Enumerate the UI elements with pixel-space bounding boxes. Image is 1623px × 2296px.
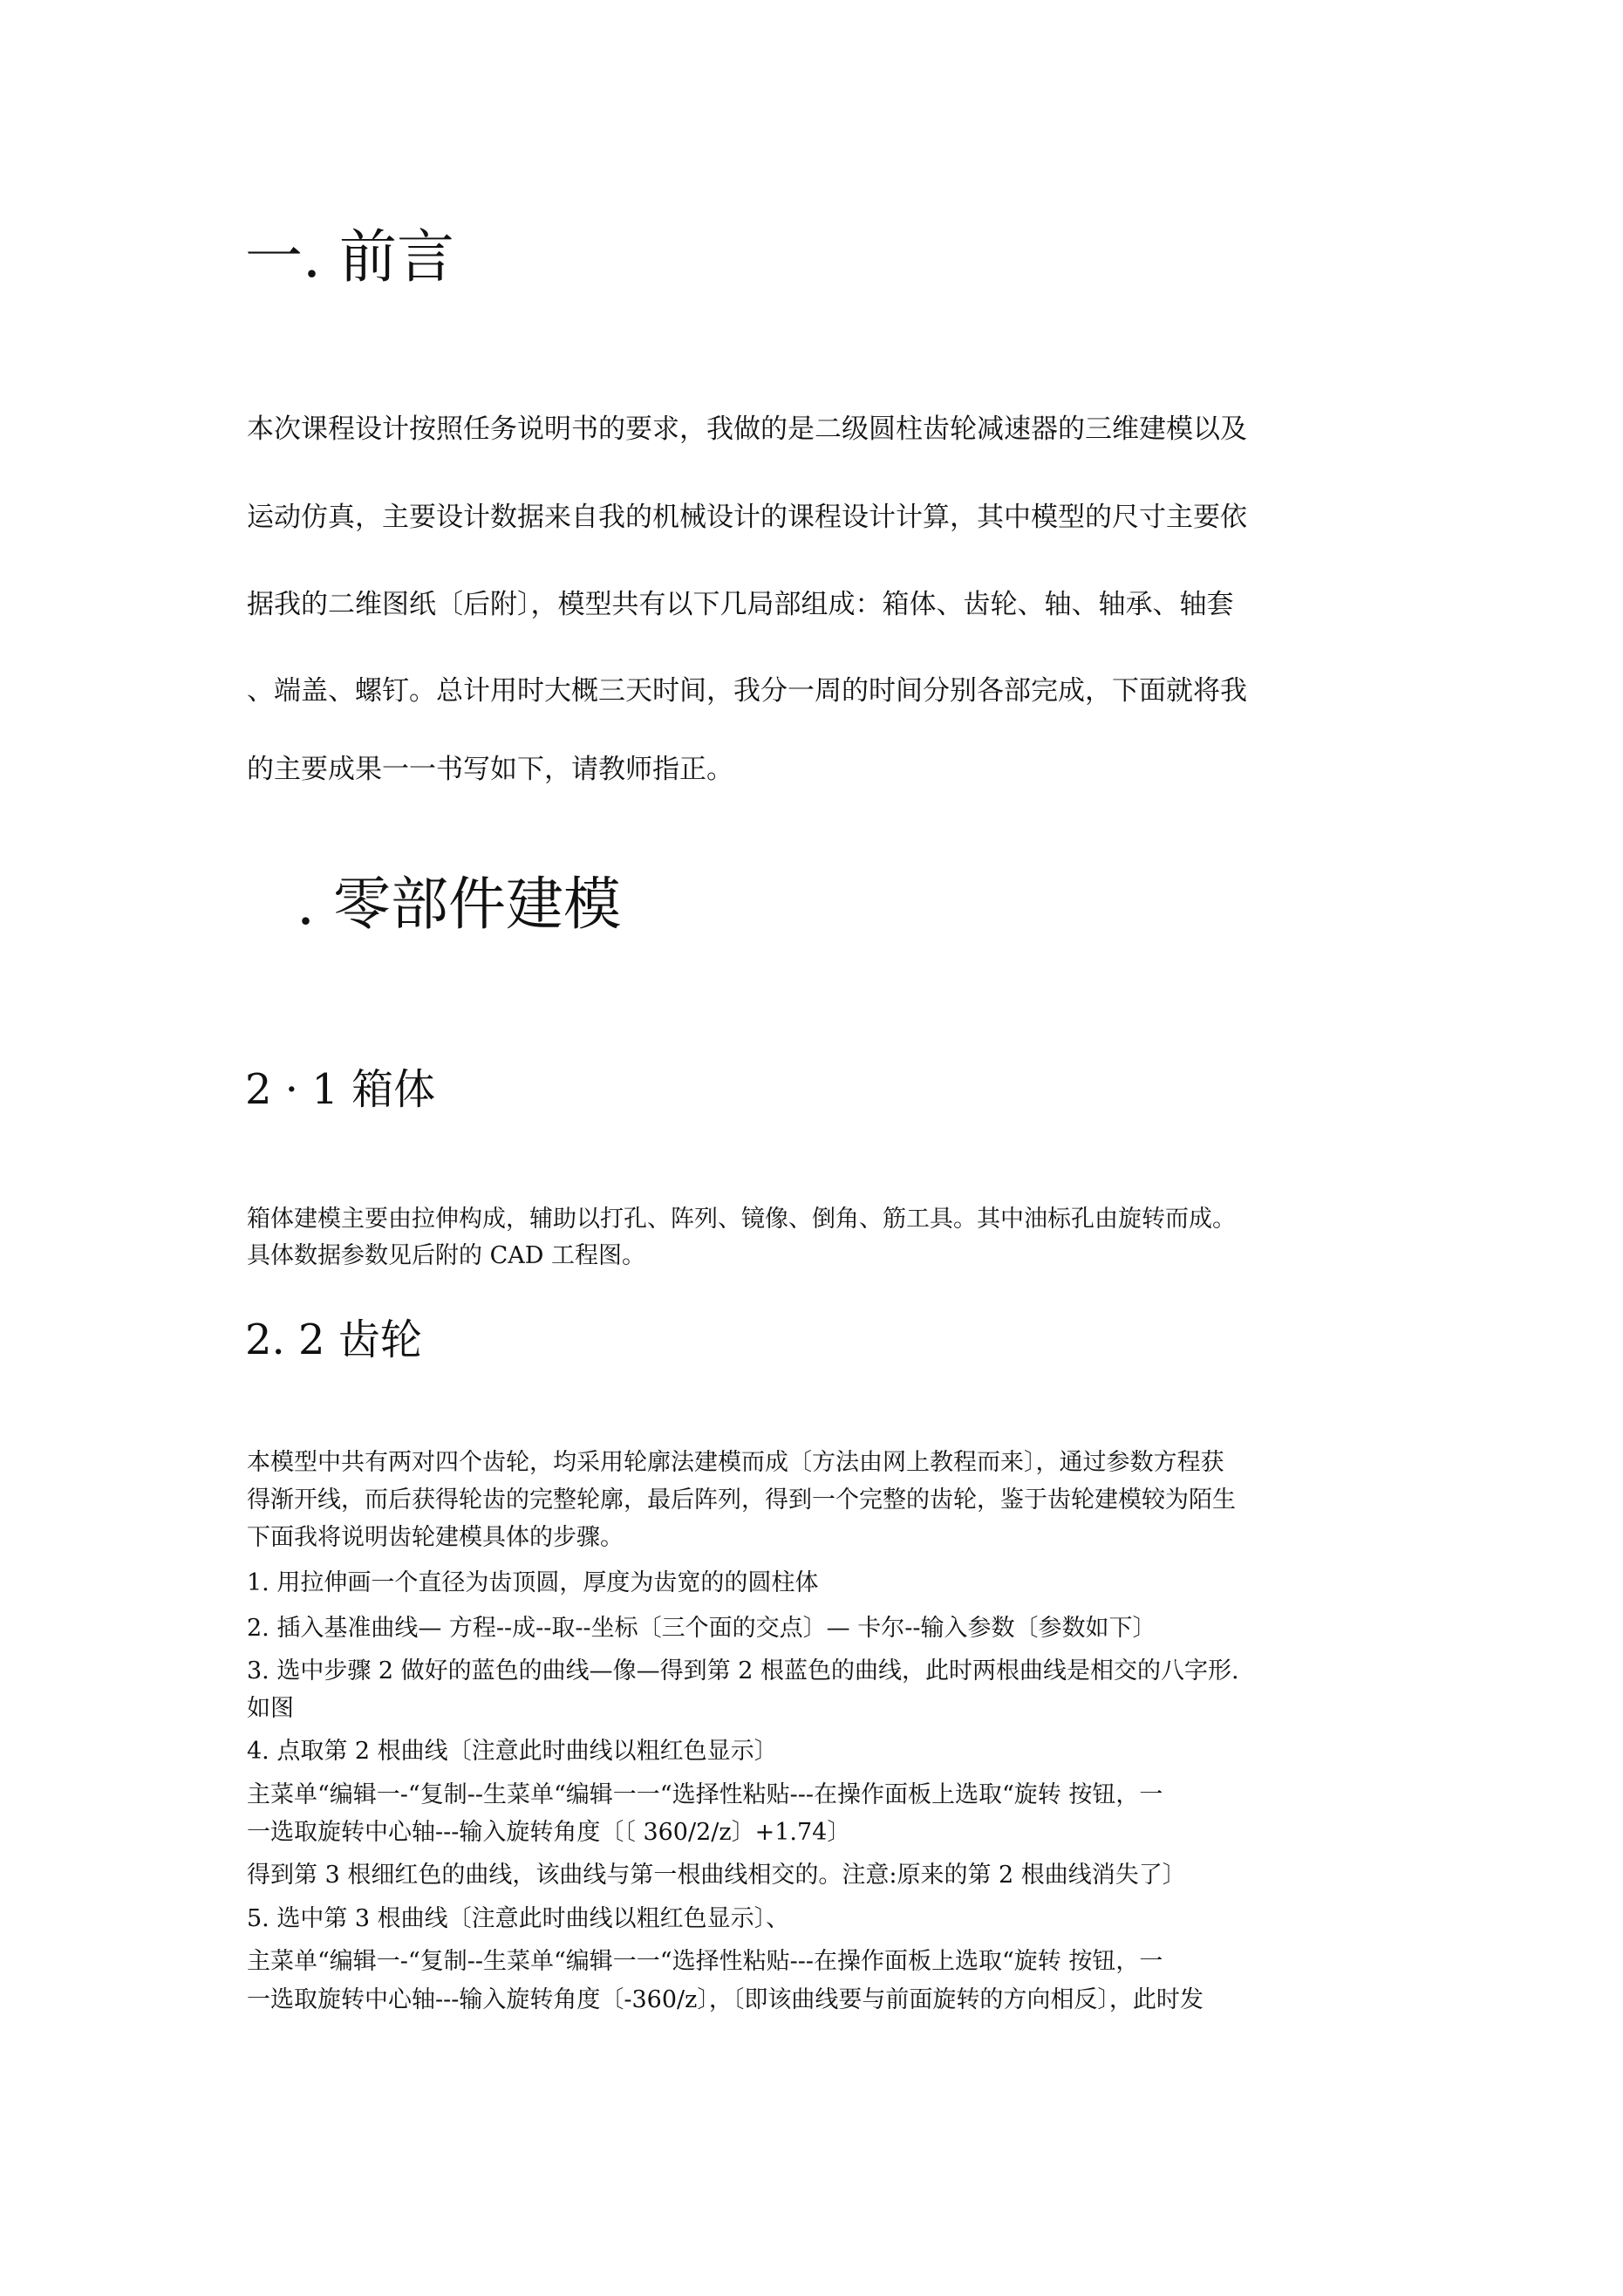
subsection-heading-gear: 2. 2 齿轮 <box>245 1315 422 1364</box>
gear-step-4-angle: 一选取旋转中心轴---输入旋转角度〔〔 360/2/z〕+1.74〕 <box>247 1819 851 1846</box>
preface-line-1: 本次课程设计按照任务说明书的要求，我做的是二级圆柱齿轮减速器的三维建模以及 <box>247 413 1247 445</box>
housing-line-2: 具体数据参数见后附的 CAD 工程图。 <box>247 1242 645 1269</box>
subsection-heading-housing: 2 · 1 箱体 <box>245 1065 436 1114</box>
gear-step-4-menu: 主菜单“编辑一-“复制--生菜单“编辑一一“选择性粘贴---在操作面板上选取“旋转 按钮，一 <box>247 1781 1163 1808</box>
section-heading-preface: 一. 前言 <box>245 223 454 290</box>
gear-step-1: 1. 用拉伸画一个直径为齿顶圆，厚度为齿宽的的圆柱体 <box>247 1569 819 1596</box>
section-heading-parts-modeling: . 零部件建模 <box>297 871 621 938</box>
gear-line-3: 下面我将说明齿轮建模具体的步骤。 <box>247 1524 624 1551</box>
gear-step-4-result: 得到第 3 根细红色的曲线，该曲线与第一根曲线相交的。注意:原来的第 2 根曲线消失了〕 <box>247 1862 1186 1889</box>
gear-line-2: 得渐开线，而后获得轮齿的完整轮廓，最后阵列，得到一个完整的齿轮，鉴于齿轮建模较为陌生 <box>247 1486 1236 1514</box>
housing-line-1: 箱体建模主要由拉伸构成，辅助以打孔、阵列、镜像、倒角、筋工具。其中油标孔由旋转而成。 <box>247 1206 1236 1233</box>
preface-line-3: 据我的二维图纸〔后附〕，模型共有以下几局部组成：箱体、齿轮、轴、轴承、轴套 <box>247 589 1234 620</box>
preface-line-2: 运动仿真，主要设计数据来自我的机械设计的课程设计计算，其中模型的尺寸主要依 <box>247 502 1247 533</box>
gear-step-3: 3. 选中步骤 2 做好的蓝色的曲线—像—得到第 2 根蓝色的曲线，此时两根曲线是相交的八字形. <box>247 1657 1239 1684</box>
gear-line-1: 本模型中共有两对四个齿轮，均采用轮廓法建模而成〔方法由网上教程而来〕，通过参数方程获 <box>247 1449 1224 1476</box>
preface-line-5: 的主要成果一一书写如下，请教师指正。 <box>247 754 733 785</box>
gear-step-5-menu: 主菜单“编辑一-“复制--生菜单“编辑一一“选择性粘贴---在操作面板上选取“旋转 按钮，一 <box>247 1948 1163 1975</box>
preface-line-4: 、端盖、螺钉。总计用时大概三天时间，我分一周的时间分别各部完成，下面就将我 <box>247 675 1247 707</box>
gear-step-3-cont: 如图 <box>247 1695 294 1722</box>
gear-step-2: 2. 插入基准曲线— 方程--成--取--坐标〔三个面的交点〕— 卡尔--输入参数〔参数如下〕 <box>247 1615 1156 1642</box>
gear-step-4: 4. 点取第 2 根曲线〔注意此时曲线以粗红色显示〕 <box>247 1738 778 1765</box>
gear-step-5-angle: 一选取旋转中心轴---输入旋转角度〔-360/z〕，〔即该曲线要与前面旋转的方向相反〕，此时发 <box>247 1986 1204 2013</box>
gear-step-5: 5. 选中第 3 根曲线〔注意此时曲线以粗红色显示〕、 <box>247 1905 790 1932</box>
